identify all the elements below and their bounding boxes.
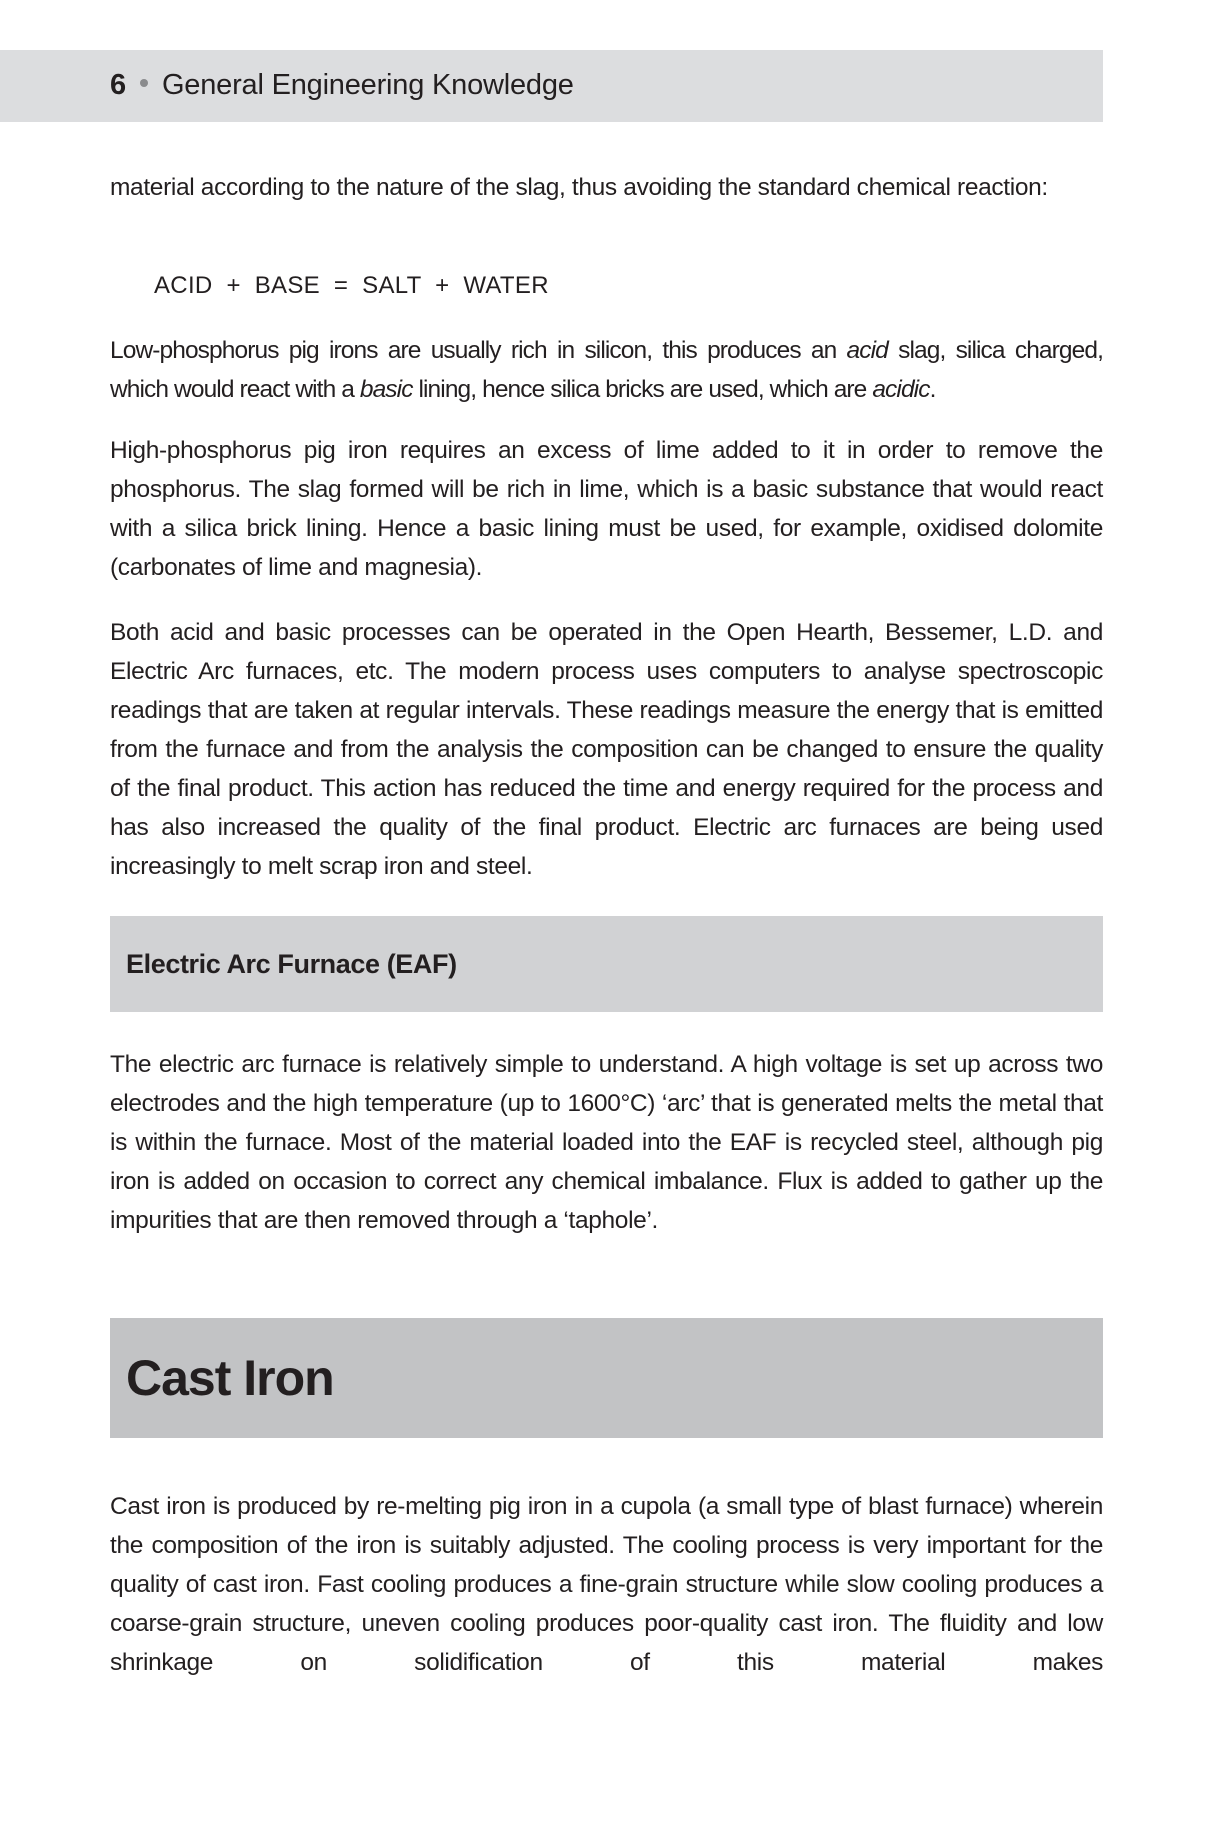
high-phosphorus-block xyxy=(110,431,1103,587)
intro-paragraph: material according to the nature of the slag, thus avoiding the standard chemical reaction: xyxy=(110,174,1048,201)
eaf-paragraph: The electric arc furnace is relatively simple to understand. A high voltage is set up across two electrodes and the high temperature (up to 1600°C) ‘arc’ that is generated melts the metal that is within the furnace. Most of the material loaded into the EAF is recycled steel, although pig iron is added on occasion to correct any chemical imbalance. Flux is added to gather up the impurities that are then removed through a ‘taphole’. xyxy=(110,1051,1103,1234)
page-number: 6 xyxy=(110,69,126,101)
running-head-title: General Engineering Knowledge xyxy=(161,69,574,101)
cast-iron-heading: Cast Iron xyxy=(126,1350,334,1406)
formula-block xyxy=(110,268,1103,304)
processes-block xyxy=(110,613,1103,886)
chemical-formula: ACID + BASE = SALT + WATER xyxy=(154,272,549,299)
running-head xyxy=(0,50,1103,122)
high-phosphorus-paragraph: High-phosphorus pig iron requires an excess of lime added to it in order to remove the phosphorus. The slag formed will be rich in lime, which is a basic substance that would react with a silica brick lining. Hence a basic lining must be used, for example, oxidised dolomite (carbonates of lime and magnesia). xyxy=(110,437,1103,581)
cast-iron-heading-box xyxy=(110,1318,1103,1438)
low-phosphorus-block xyxy=(110,331,1103,409)
cast-iron-paragraph: Cast iron is produced by re-melting pig iron in a cupola (a small type of blast furnace) wherein the composition of the iron is suitably adjusted. The cooling process is very important for the quality of cast iron. Fast cooling produces a fine-grain structure while slow cooling produces a coarse-grain structure, uneven cooling produces poor-quality cast iron. The fluidity and low shrinkage on solidification of this material makes xyxy=(110,1493,1103,1676)
bullet-separator-icon xyxy=(140,79,148,87)
text-run: slag, silica charged, which would react with a xyxy=(110,337,1103,403)
low-phosphorus-paragraph xyxy=(110,331,1103,409)
eaf-heading: Electric Arc Furnace (EAF) xyxy=(126,949,457,979)
processes-paragraph: Both acid and basic processes can be operated in the Open Hearth, Bessemer, L.D. and Electric Arc furnaces, etc. The modern process uses computers to analyse spectroscopic readings that are taken at regular intervals. These readings measure the energy that is emitted from the furnace and from the analysis the composition can be changed to ensure the quality of the final product. This action has reduced the time and energy required for the process and has also increased the quality of the final product. Electric arc furnaces are being used increasingly to melt scrap iron and steel. xyxy=(110,619,1103,880)
cast-iron-block xyxy=(110,1487,1103,1682)
text-run: . xyxy=(929,376,936,403)
emphasis-acid: acid xyxy=(846,337,888,364)
emphasis-basic: basic xyxy=(359,376,413,403)
eaf-heading-box xyxy=(110,916,1103,1012)
text-run: lining, hence silica bricks are used, which are xyxy=(412,376,873,403)
running-head-content xyxy=(110,67,574,103)
emphasis-acidic: acidic xyxy=(872,376,930,403)
eaf-block xyxy=(110,1045,1103,1240)
intro-block xyxy=(110,168,1103,207)
text-run: Low-phosphorus pig irons are usually rich in silicon, this produces an xyxy=(110,337,847,364)
